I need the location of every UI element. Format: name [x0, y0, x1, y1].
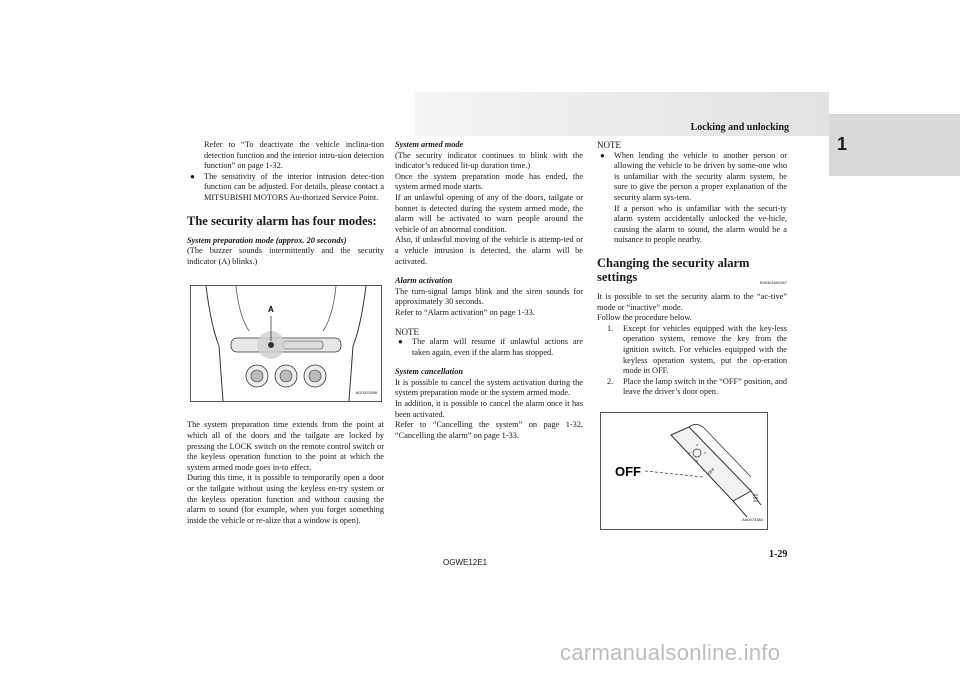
- note-label: NOTE: [597, 140, 621, 150]
- note-bullet-lending: ● When lending the vehicle to another person or allowing the vehicle to be driven by some-one who is unfamiliar with the security alarm system, be sure to give the person a proper explanation of the security alarm sys-tem.: [597, 151, 787, 204]
- watermark: carmanualsonline.info: [560, 640, 781, 665]
- figure-id: AA0074384: [742, 517, 763, 523]
- figure-id: AG0022598: [355, 389, 377, 395]
- alarm-activation-subheading: Alarm activation: [395, 276, 453, 286]
- activation-paragraph-1: The turn-signal lamps blink and the siren sounds for approximately 30 seconds.: [395, 286, 583, 307]
- armed-paragraph-4: Also, if unlawful moving of the vehicle is attemp-ted or a vehicle intrusion is detected, the alarm will be activated.: [395, 235, 583, 266]
- settings-heading: [597, 256, 787, 284]
- cancellation-subheading: System cancellation: [395, 367, 463, 377]
- preparation-paragraph: (The buzzer sounds intermittently and the security indicator (A) blinks.): [187, 246, 384, 266]
- armed-paragraph-2: Once the system preparation mode has ended, the system armed mode starts.: [395, 171, 583, 192]
- armed-paragraph-3: If an unlawful opening of any of the doors, tailgate or bonnet is detected during the system armed mode, the alarm will be activated to warn people around the vehicle of an abnormal condition.: [395, 192, 583, 234]
- note-bullet: ● The alarm will resume if unlawful actions are taken again, even if the alarm has stopped.: [395, 337, 583, 358]
- dashboard-illustration: [191, 286, 381, 401]
- step-2-text: Place the lamp switch in the “OFF” position, and leave the driver’s door open.: [623, 376, 787, 397]
- step-2: [597, 377, 787, 398]
- off-label: OFF: [615, 463, 641, 479]
- cancellation-paragraph-1: It is possible to cancel the system activation during the system preparation mode or the system armed mode.: [395, 377, 583, 398]
- document-code: OGWE12E1: [443, 558, 488, 567]
- section-title: Locking and unlocking: [690, 122, 789, 133]
- preparation-mode-subheading: System preparation mode (approx. 20 seconds): [187, 235, 347, 245]
- left-column: [187, 140, 384, 526]
- security-indicator-figure: [190, 285, 382, 402]
- step-1-number: 1.: [607, 323, 614, 333]
- modes-heading: The security alarm has four modes:: [187, 213, 377, 228]
- heading-code: E00301600267: [759, 279, 787, 285]
- step-2-number: 2.: [607, 376, 614, 386]
- page-number: 1-29: [769, 549, 788, 560]
- middle-column: [395, 140, 583, 441]
- cancellation-paragraph-3: Refer to “Cancelling the system” on page 1-32, “Cancelling the alarm” on page 1-33.: [395, 420, 583, 440]
- step-1-text: Except for vehicles equipped with the key-less operation system, remove the key from the ignition switch. For vehicles equipped with the keyless operation system, put the op-eration mode in OFF.: [623, 323, 787, 376]
- cancellation-paragraph-2: In addition, it is possible to cancel the alarm once it has been activated.: [395, 399, 583, 419]
- lamp-switch-figure: [600, 412, 768, 530]
- right-column: [597, 140, 787, 530]
- activation-paragraph-2: Refer to “Alarm activation” on page 1-33.: [395, 307, 535, 317]
- sensitivity-bullet: ● The sensitivity of the interior intrusion detec-tion function can be adjusted. For details, please contact a MITSUBISHI MOTORS Au-thorized Service Point.: [187, 172, 384, 204]
- svg-text:OFF: OFF: [706, 466, 716, 476]
- callout-a: A: [268, 305, 274, 315]
- settings-paragraph-1: It is possible to set the security alarm to the “ac-tive” mode or “inactive” mode.: [597, 291, 787, 312]
- continued-paragraph: Refer to “To deactivate the vehicle inclina-tion detection function and the interior intru-sion detection function” on page 1-32.: [204, 140, 384, 171]
- note-bullet-unfamiliar: If a person who is unfamiliar with the securi-ty alarm system accidentally unlocked the ve-hicle, causing the alarm to sound, the alarm would be a nuisance to people nearby.: [614, 203, 787, 245]
- settings-heading-text: Changing the security alarm settings: [597, 255, 750, 284]
- armed-mode-subheading: System armed mode: [395, 140, 464, 149]
- lamp-switch-illustration: [601, 413, 767, 529]
- chapter-tab: [829, 114, 960, 176]
- temporary-open-paragraph: During this time, it is possible to temporarily open a door or the tailgate without using the keyless en-try system or the keyless operation function and without causing the alarm to sound (for example, when you forget something inside the vehicle or re-alize that a window is open).: [187, 473, 384, 525]
- preparation-time-paragraph: The system preparation time extends from the point at which all of the doors and the tailgate are locked by pressing the LOCK switch on the remote control switch or the keyless operation function to the point at which the system armed mode goes in-to effect.: [187, 420, 384, 472]
- step-1: [597, 324, 787, 377]
- note-label: NOTE: [395, 326, 419, 337]
- chapter-number: 1: [837, 134, 848, 154]
- armed-paragraph-1: (The security indicator continues to blink with the indicator’s reduced lit-up duration time.): [395, 150, 583, 171]
- settings-paragraph-2: Follow the procedure below.: [597, 313, 692, 323]
